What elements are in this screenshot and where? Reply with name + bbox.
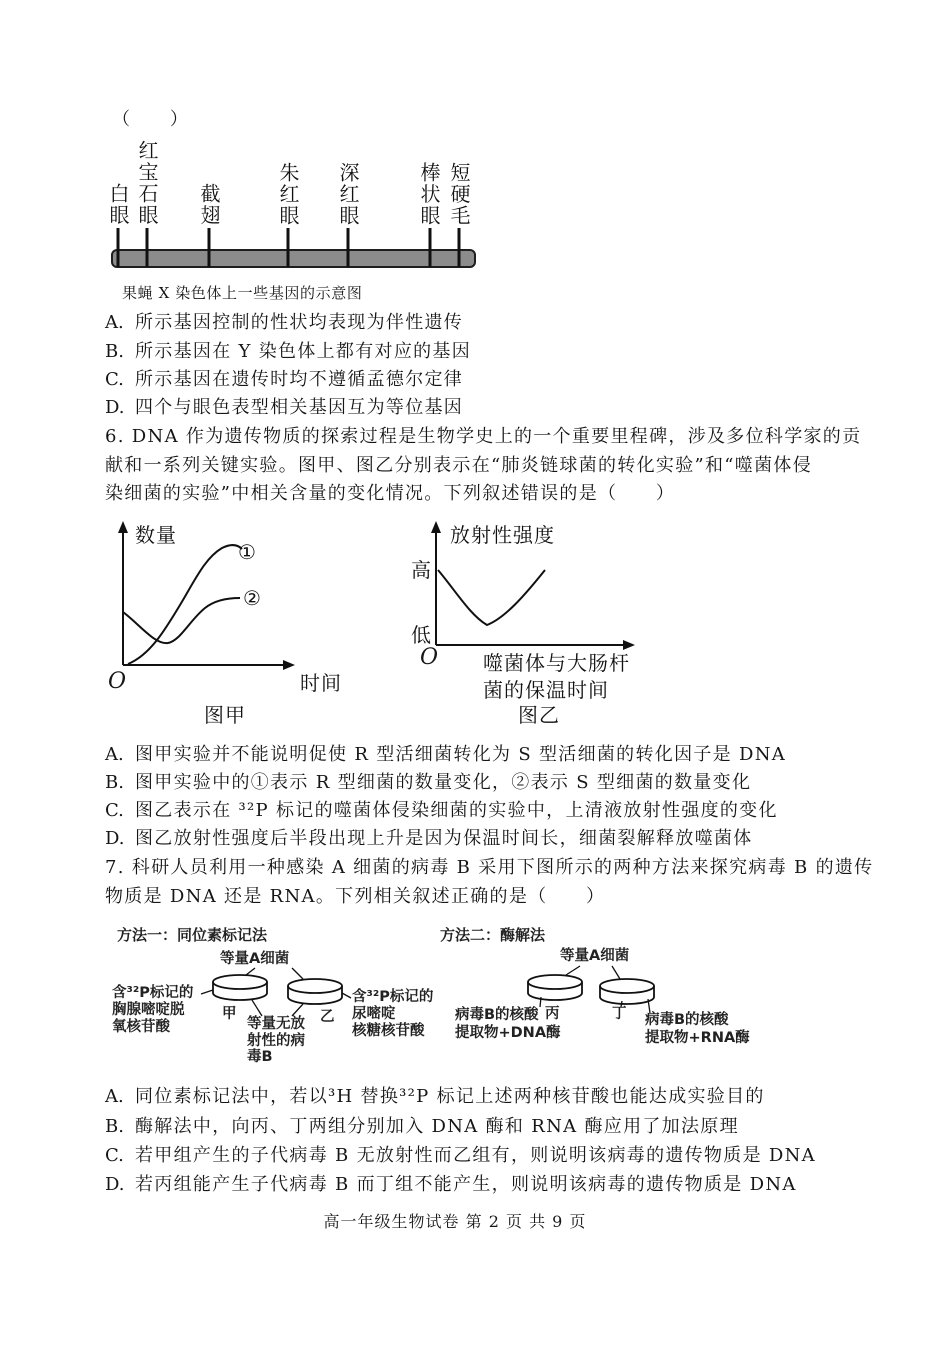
option-text: 图甲实验中的①表示 R 型细菌的数量变化，②表示 S 型细菌的数量变化 [135,772,752,793]
option-letter: B. [105,772,124,793]
dish-b-label: 乙 [320,1009,335,1025]
label-line: 提取物+DNA酶 [455,1025,561,1041]
petri-dish-d-lid [600,979,654,993]
fig-a-curve-2 [123,598,240,643]
fig-b-x-arrow [623,640,635,650]
gene-label-vermilion-eye: 朱红眼 [276,161,300,226]
petri-dish-c-lid [528,975,582,989]
option-letter: D. [105,397,125,418]
label-line: 射性的病 [247,1032,305,1049]
fig-b-y-label: 放射性强度 [450,523,555,547]
gene-label-short-bristle: 短硬毛 [447,161,471,226]
dish-c-label: 丙 [545,1006,560,1022]
page-footer: 高一年级生物试卷 第 2 页 共 9 页 [323,1212,587,1231]
leader-line [246,968,255,975]
fig-b-x-label-line-1: 噬菌体与大肠杆 [483,651,630,675]
label-line: 氧核苷酸 [112,1019,170,1035]
fig-b-x-label-line-2: 菌的保温时间 [483,678,609,702]
method-1-virus-label [247,1016,305,1066]
fig-a-y-label: 数量 [135,523,177,547]
method-1-label-a [112,985,193,1036]
q6-option-b [105,771,751,795]
label-line: 病毒B的核酸 [645,1012,729,1028]
option-letter: D. [105,1174,125,1195]
option-text: 图甲实验并不能说明促使 R 型活细菌转化为 S 型活细菌的转化因子是 DNA [135,744,787,765]
q5-option-b [105,340,471,364]
method-2-label-d [645,1011,750,1047]
method-1-bacteria-label: 等量A细菌 [220,951,290,967]
gene-label-bar-eye: 棒状眼 [417,161,441,226]
label-line: 含³²P标记的 [352,989,434,1005]
q6-option-a [105,743,786,767]
gene-label-cut-wing: 截翅 [197,183,221,226]
option-text: 若丙组能产生子代病毒 B 而丁组不能产生，则说明该病毒的遗传物质是 DNA [135,1174,797,1195]
leader-line [292,968,303,979]
q6-stem-line-1: 6. DNA 作为遗传物质的探索过程是生物学史上的一个重要里程碑，涉及多位科学家的贡 [105,426,862,447]
option-letter: B. [105,341,124,362]
option-letter: B. [105,1116,124,1137]
gene-label-white-eye: 白眼 [106,183,130,226]
q5-option-d [105,396,463,420]
q7-stem-line-2: 物质是 DNA 还是 RNA。下列相关叙述正确的是（ ） [105,886,606,907]
fig-a-curve-2-label: ② [243,586,262,610]
leader-line [252,1000,262,1016]
option-text: 若甲组产生的子代病毒 B 无放射性而乙组有，则说明该病毒的遗传物质是 DNA [135,1145,816,1166]
fig-a-curve-1-label: ① [238,540,257,564]
option-letter: C. [105,800,124,821]
option-letter: A. [105,312,124,333]
option-letter: A. [105,744,124,765]
label-line: 病毒B的核酸 [455,1007,539,1023]
diagram-caption: 果蝇 X 染色体上一些基因的示意图 [122,284,363,302]
fig-b-y-arrow [431,521,441,533]
label-line: 尿嘧啶 [352,1006,396,1022]
fig-b-high-label: 高 [411,558,432,582]
answer-parentheses: （ ） [112,109,190,130]
q6-option-d [105,827,753,851]
option-letter: C. [105,1145,124,1166]
fig-a-curve-1 [128,545,242,664]
chromosome-bar [112,250,475,267]
option-letter: C. [105,369,124,390]
fig-a-caption: 图甲 [204,703,246,727]
leader-line [566,966,580,975]
label-line: 毒B [247,1049,273,1065]
q6-option-c [105,799,778,823]
option-text: 图乙表示在 ³²P 标记的噬菌体侵染细菌的实验中，上清液放射性强度的变化 [135,800,778,821]
q6-stem-line-3: 染细菌的实验”中相关含量的变化情况。下列叙述错误的是（ ） [105,483,676,504]
q7-stem-line-1: 7. 科研人员利用一种感染 A 细菌的病毒 B 采用下图所示的两种方法来探究病毒 B 的遗传 [105,857,874,878]
gene-label-carmine-eye: 深红眼 [336,161,360,226]
gene-label-ruby-eye: 红宝石眼 [135,140,159,226]
fig-b-low-label: 低 [411,623,432,647]
gene-label-group [0,128,500,226]
option-letter: A. [105,1086,124,1107]
q7-option-b [105,1115,739,1139]
fig-a-x-label: 时间 [300,671,342,695]
option-text: 所示基因在 Y 染色体上都有对应的基因 [135,341,472,362]
q5-option-a [105,311,463,335]
fig-a-x-arrow [283,660,295,670]
label-line: 含³²P标记的 [112,985,194,1001]
leader-line [201,990,213,994]
q7-option-c [105,1144,816,1168]
option-text: 所示基因在遗传时均不遵循孟德尔定律 [135,369,464,390]
option-text: 图乙放射性强度后半段出现上升是因为保温时间长，细菌裂解释放噬菌体 [135,828,753,849]
label-line: 提取物+RNA酶 [645,1030,750,1046]
fig-b-caption: 图乙 [518,703,560,727]
q7-option-a [105,1085,765,1109]
dish-d-label: 丁 [612,1006,627,1022]
x-chromosome-diagram [100,222,490,272]
petri-dish-b-lid [288,979,342,993]
fig-a-y-arrow [118,521,128,533]
label-line: 胸腺嘧啶脱 [112,1002,185,1018]
leader-line [612,966,620,979]
method-1-title: 方法一：同位素标记法 [117,926,268,944]
leader-line [292,1004,303,1016]
leader-line [342,993,351,998]
q5-option-c [105,368,463,392]
dish-a-label: 甲 [222,1006,237,1022]
label-line: 核糖核苷酸 [352,1023,425,1039]
q6-figures [95,515,655,735]
fig-b-curve [438,570,545,625]
method-1-label-b [352,989,433,1040]
option-text: 四个与眼色表型相关基因互为等位基因 [135,397,464,418]
fig-b-origin: O [420,645,439,670]
method-2-bacteria-label: 等量A细菌 [560,948,630,964]
q7-option-d [105,1173,797,1197]
petri-dish-a-lid [213,975,267,989]
q6-stem-line-2: 献和一系列关键实验。图甲、图乙分别表示在“肺炎链球菌的转化实验”和“噬菌体侵 [105,455,813,476]
label-line: 等量无放 [247,1016,305,1032]
option-letter: D. [105,828,125,849]
fig-a-origin: O [108,669,127,694]
method-2-title: 方法二：酶解法 [440,926,546,944]
option-text: 同位素标记法中，若以³H 替换³²P 标记上述两种核苷酸也能达成实验目的 [135,1086,765,1107]
option-text: 酶解法中，向丙、丁两组分别加入 DNA 酶和 RNA 酶应用了加法原理 [135,1116,739,1137]
option-text: 所示基因控制的性状均表现为伴性遗传 [135,312,464,333]
